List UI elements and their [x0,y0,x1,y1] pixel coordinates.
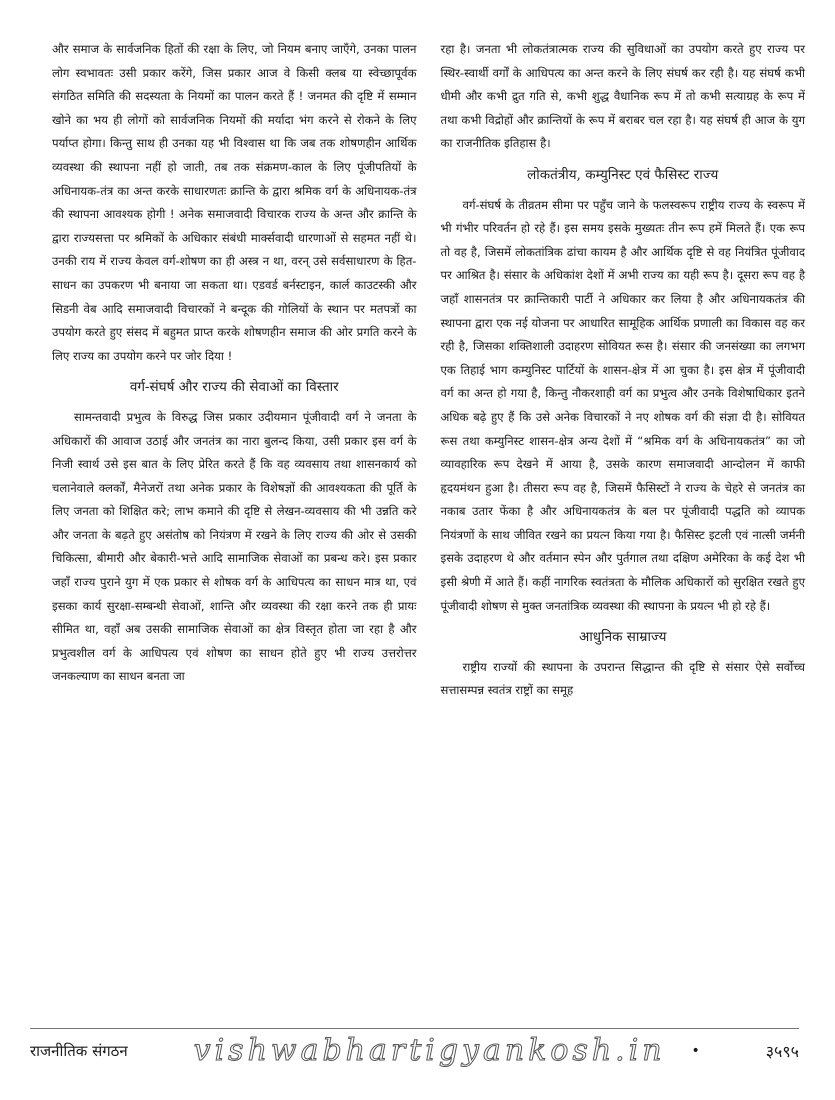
right-paragraph-3: राष्ट्रीय राज्यों की स्थापना के उपरान्त सिद्धान्त की दृष्टि से संसार ऐसे सर्वोच्च सत्तासम्पन्न स्वतंत्र राष्ट्रों का समूह [440,659,805,698]
right-paragraph-2: वर्ग-संघर्ष के तीव्रतम सीमा पर पहुँच जाने के फलस्वरूप राष्ट्रीय राज्य के स्वरूप में भी गंभीर परिवर्तन हो रहे हैं। इस समय इसके मुख्यतः तीन रूप हमें मिलते हैं। एक रूप तो वह है, जिसमें लोकतांत्रिक ढांचा कायम है और आर्थिक दृष्टि से वह नियंत्रित पूंजीवाद पर आश्रित है। संसार के अधिकांश देशों में अभी राज्य का यही रूप है। दूसरा रूप वह है जहाँ शासनतंत्र पर क्रान्तिकारी पार्टी ने अधिकार कर लिया है और अधिनायकतंत्र की स्थापना द्वारा एक नई योजना पर आधारित सामूहिक आर्थिक प्रणाली का विकास वह कर रही है, जिसका शक्तिशाली उदाहरण सोवियत रूस है। संसार की जनसंख्या का लगभग एक तिहाई भाग कम्युनिस्ट पार्टियों के शासन-क्षेत्र में आ चुका है। इस क्षेत्र में पूंजीवादी वर्ग का अन्त हो गया है, किन्तु नौकरशाही वर्ग का प्रभुत्व और उनके विशेषाधिकार इतने अधिक बढ़े हुए हैं कि उसे अनेक विचारकों ने नए शोषक वर्ग की संज्ञा दी है। सोवियत रूस तथा कम्युनिस्ट शासन-क्षेत्र अन्य देशों में “श्रमिक वर्ग के अधिनायकतंत्र” का जो व्यावहारिक रूप देखने में आया है, उसके कारण समाजवादी आन्दोलन में काफी हृदयमंथन हुआ है। तीसरा रूप वह है, जिसमें फैसिस्टों ने राज्य के चेहरे से जनतंत्र का नकाब उतार फेंका है और अधिनायकतंत्र के बल पर पूंजीवादी पद्धति को व्यापक नियंत्रणों के साथ जीवित रखने का प्रयत्न किया गया है। फैसिस्ट इटली एवं नात्सी जर्मनी इसके उदाहरण थे और वर्तमान स्पेन और पुर्तगाल तथा दक्षिण अमेरिका के कई देश भी इसी श्रेणी में आते हैं। कहीं नागरिक स्वतंत्रता के मौलिक अधिकारों को सुरक्षित रखते हुए पूंजीवादी शोषण से मुक्त जनतांत्रिक व्यवस्था की स्थापना के प्रयत्न भी हो रहे हैं। [440,197,805,613]
right-section-heading: लोकतंत्रीय, कम्युनिस्ट एवं फैसिस्ट राज्य [527,166,719,183]
right-paragraph-1: रहा है। जनता भी लोकतंत्रात्मक राज्य की सुविधाओं का उपयोग करते हुए राज्य पर स्थिर-स्वार्थी वर्गों के आधिपत्य का अन्त करने के लिए संघर्ष कर रही है। यह संघर्ष कभी धीमी और कभी द्रुत गति से, कभी शुद्ध वैधानिक रूप में तो कभी सत्याग्रह के रूप में तथा कभी विद्रोहों और क्रान्तियों के रूप में बराबर चल रहा है। यह संघर्ष ही आज के युग का राजनीतिक इतिहास है। [440,42,805,151]
watermark: vishwabhartigyankosh.in [193,1033,666,1068]
left-column [52,38,417,703]
footer-dot: • [691,1042,700,1059]
page-number: ३५९५ [765,1041,799,1061]
text-columns [52,38,805,703]
page-footer [30,1028,799,1068]
right-section-heading-2: आधुनिक साम्राज्य [579,629,667,646]
footer-section-title: राजनीतिक संगठन [30,1041,128,1060]
right-column [441,38,806,703]
left-paragraph-1: और समाज के सार्वजनिक हितों की रक्षा के लिए, जो नियम बनाए जाएँगे, उनका पालन लोग स्वभावतः उसी प्रकार करेंगे, जिस प्रकार आज वे किसी क्लब या स्वेच्छापूर्वक संगठित समिति की सदस्यता के नियमों का पालन करते हैं ! जनमत की दृष्टि में सम्मान खोने का भय ही लोगों को सार्वजनिक नियमों की मर्यादा भंग करने से रोकने के लिए पर्याप्त होगा। किन्तु साथ ही उनका यह भी विश्वास था कि जब तक शोषणहीन आर्थिक व्यवस्था की स्थापना नहीं हो जाती, तब तक संक्रमण-काल के लिए पूंजीपतियों के अधिनायक-तंत्र का अन्त करके साधारणतः क्रान्ति के द्वारा श्रमिक वर्ग के अधिनायक-तंत्र की स्थापना आवश्यक होगी ! अनेक समाजवादी विचारक राज्य के अन्त और क्रान्ति के द्वारा राज्यसत्ता पर श्रमिकों के अधिकार संबंधी मार्क्सवादी धारणाओं से सहमत नहीं थे। उनकी राय में राज्य केवल वर्ग-शोषण का ही अस्त्र न था, वरन् उसे सर्वसाधारण के हित-साधन का उपकरण भी बनाया जा सकता था। एडवर्ड बर्नस्टाइन, कार्ल काउटस्की और सिडनी वेब आदि समाजवादी विचारकों ने बन्दूक की गोलियों के स्थान पर मतपत्रों का उपयोग करते हुए संसद में बहुमत प्राप्त करके शोषणहीन समाज की ओर प्रगति करने के लिए राज्य का उपयोग करने पर जोर दिया ! [52,42,417,363]
left-section-heading: वर्ग-संघर्ष और राज्य की सेवाओं का विस्तार [129,379,339,396]
left-paragraph-2: सामन्तवादी प्रभुत्व के विरुद्ध जिस प्रकार उदीयमान पूंजीवादी वर्ग ने जनता के अधिकारों की आवाज उठाई और जनतंत्र का नारा बुलन्द किया, उसी प्रकार इस वर्ग के निजी स्वार्थ उसे इस बात के लिए प्रेरित करते हैं कि वह व्यवसाय तथा शासनकार्य को चलानेवाले क्लर्कों, मैनेजरों तथा अनेक प्रकार के विशेषज्ञों की आवश्यकता की पूर्ति के लिए जनता को शिक्षित करे; लाभ कमाने की दृष्टि से लेखन-व्यवसाय की भी उन्नति करे और जनता के बढ़ते हुए असंतोष को नियंत्रण में रखने के लिए राज्य की ओर से उसकी चिकित्सा, बीमारी और बेकारी-भत्ते आदि सामाजिक सेवाओं का प्रबन्ध करे। इस प्रकार जहाँ राज्य पुराने युग में एक प्रकार से शोषक वर्ग के आधिपत्य का साधन मात्र था, एवं इसका कार्य सुरक्षा-सम्बन्धी सेवाओं, शान्ति और व्यवस्था की रक्षा करने तक ही प्रायः सीमित था, वहाँ अब उसकी सामाजिक सेवाओं का क्षेत्र विस्तृत होता जा रहा है और प्रभुत्वशील वर्ग के आधिपत्य एवं शोषण का साधन होते हुए भी राज्य उत्तरोत्तर जनकल्याण का साधन बनता जा [52,409,417,684]
